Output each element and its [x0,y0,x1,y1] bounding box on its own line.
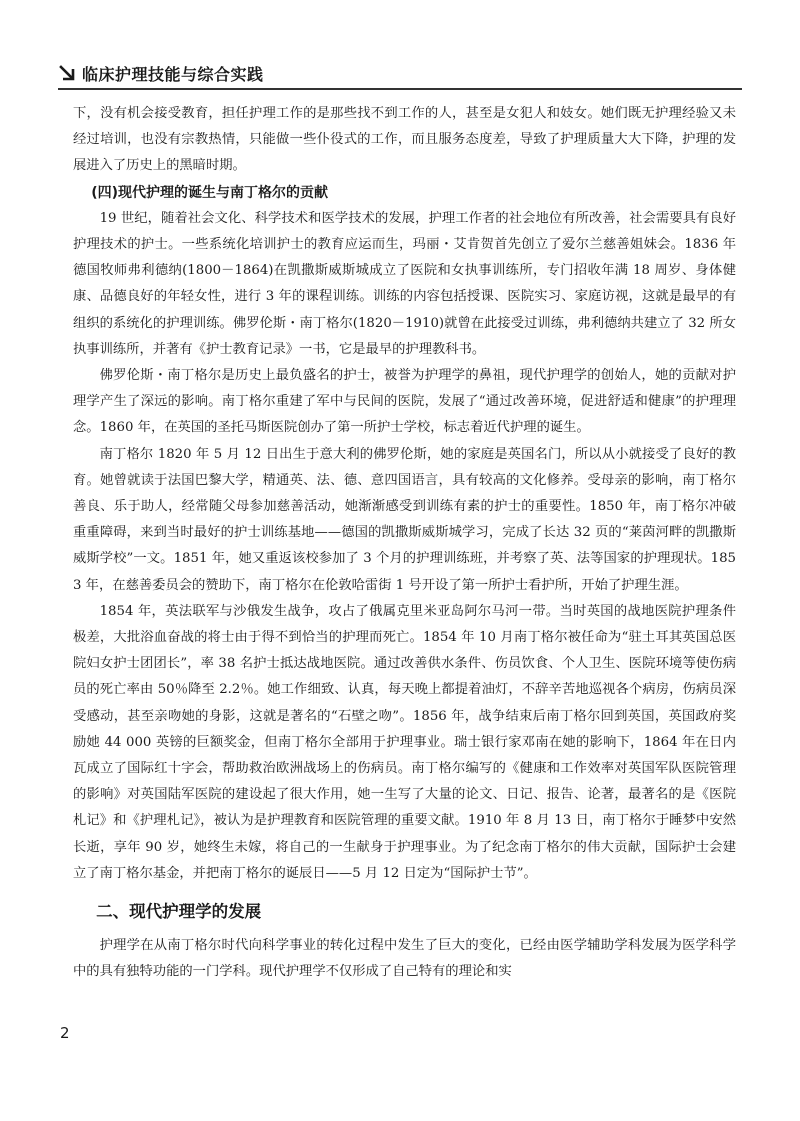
body-paragraph: 19 世纪，随着社会文化、科学技术和医学技术的发展，护理工作者的社会地位有所改善，社会需要具有良好护理技术的护士。一些系统化培训护士的教育应运而生，玛丽・艾肯贺首先创立了爱尔兰慈善姐妹会。1836 年德国牧师弗利德纳(1800－1864)在凯撒斯威斯城成立了医院和女执事训练所，专门招收年满 18 周岁、身体健康、品德良好的年轻女性，进行 3 年的课程训练。训练的内容包括授课、医院实习、家庭访视，这就是最早的有组织的系统化的护理训练。佛罗伦斯・南丁格尔(1820－1910)就曾在此接受过训练，弗利德纳共建立了 32 所女执事训练所，并著有《护士教育记录》一书，它是最早的护理教科书。 [73,210,736,357]
page-body [73,101,736,986]
book-title: 临床护理技能与综合实践 [82,64,264,84]
header-divider [58,88,742,90]
arrow-down-right-icon [58,64,76,82]
section-heading: 二、现代护理学的发展 [96,902,262,922]
subsection-heading: (四)现代护理的诞生与南丁格尔的贡献 [91,184,328,201]
body-paragraph: 佛罗伦斯・南丁格尔是历史上最负盛名的护士，被誉为护理学的鼻祖，现代护理学的创始人，她的贡献对护理学产生了深远的影响。南丁格尔重建了军中与民间的医院，发展了“通过改善环境，促进舒适和健康”的护理理念。1860 年，在英国的圣托马斯医院创办了第一所护士学校，标志着近代护理的诞生。 [73,368,736,436]
body-paragraph: 南丁格尔 1820 年 5 月 12 日出生于意大利的佛罗伦斯，她的家庭是英国名门，所以从小就接受了良好的教育。她曾就读于法国巴黎大学，精通英、法、德、意四国语言，具有较高的文化修养。受母亲的影响，南丁格尔善良、乐于助人，经常随父母参加慈善活动，她渐渐感受到训练有素的护士的重要性。1850 年，南丁格尔冲破重重障碍，来到当时最好的护士训练基地——德国的凯撒斯威斯城学习，完成了长达 32 页的“莱茵河畔的凯撒斯威斯学校”一文。1851 年，她又重返该校参加了 3 个月的护理训练班，并考察了英、法等国家的护理现状。1853 年，在慈善委员会的赞助下，南丁格尔在伦敦哈雷街 1 号开设了第一所护士看护所，开始了护理生涯。 [73,446,736,593]
page-number: 2 [60,1024,70,1042]
body-paragraph: 1854 年，英法联军与沙俄发生战争，攻占了俄属克里米亚岛阿尔马河一带。当时英国的战地医院护理条件极差，大批浴血奋战的将士由于得不到恰当的护理而死亡。1854 年 10 月南丁格尔被任命为“驻土耳其英国总医院妇女护士团团长”，率 38 名护士抵达战地医院。通过改善供水条件、伤员饮食、个人卫生、医院环境等使伤病员的死亡率由 50％降至 2.2％。她工作细致、认真，每天晚上都提着油灯，不辞辛苦地巡视各个病房，伤病员深受感动，甚至亲吻她的身影，这就是著名的“石壁之吻”。1856 年，战争结束后南丁格尔回到英国，英国政府奖励她 44 000 英镑的巨额奖金，但南丁格尔全部用于护理事业。瑞士银行家邓南在她的影响下，1864 年在日内瓦成立了国际红十字会，帮助救治欧洲战场上的伤病员。南丁格尔编写的《健康和工作效率对英国军队医院管理的影响》对英国陆军医院的建设起了很大作用，她一生写了大量的论文、日记、报告、论著，最著名的是《医院札记》和《护理札记》，被认为是护理教育和医院管理的重要文献。1910 年 8 月 13 日，南丁格尔于睡梦中安然长逝，享年 90 岁，她终生未嫁，将自己的一生献身于护理事业。为了纪念南丁格尔的伟大贡献，国际护士会建立了南丁格尔基金，并把南丁格尔的诞辰日——5 月 12 日定为“国际护士节”。 [73,603,736,881]
body-paragraph-continued: 下，没有机会接受教育，担任护理工作的是那些找不到工作的人，甚至是女犯人和妓女。她们既无护理经验又未经过培训，也没有宗教热情，只能做一些仆役式的工作，而且服务态度差，导致了护理质量大大下降，护理的发展进入了历史上的黑暗时期。 [73,106,736,174]
running-header [58,61,264,85]
body-paragraph: 护理学在从南丁格尔时代向科学事业的转化过程中发生了巨大的变化，已经由医学辅助学科发展为医学科学中的具有独特功能的一门学科。现代护理学不仅形成了自己特有的理论和实 [73,938,736,980]
